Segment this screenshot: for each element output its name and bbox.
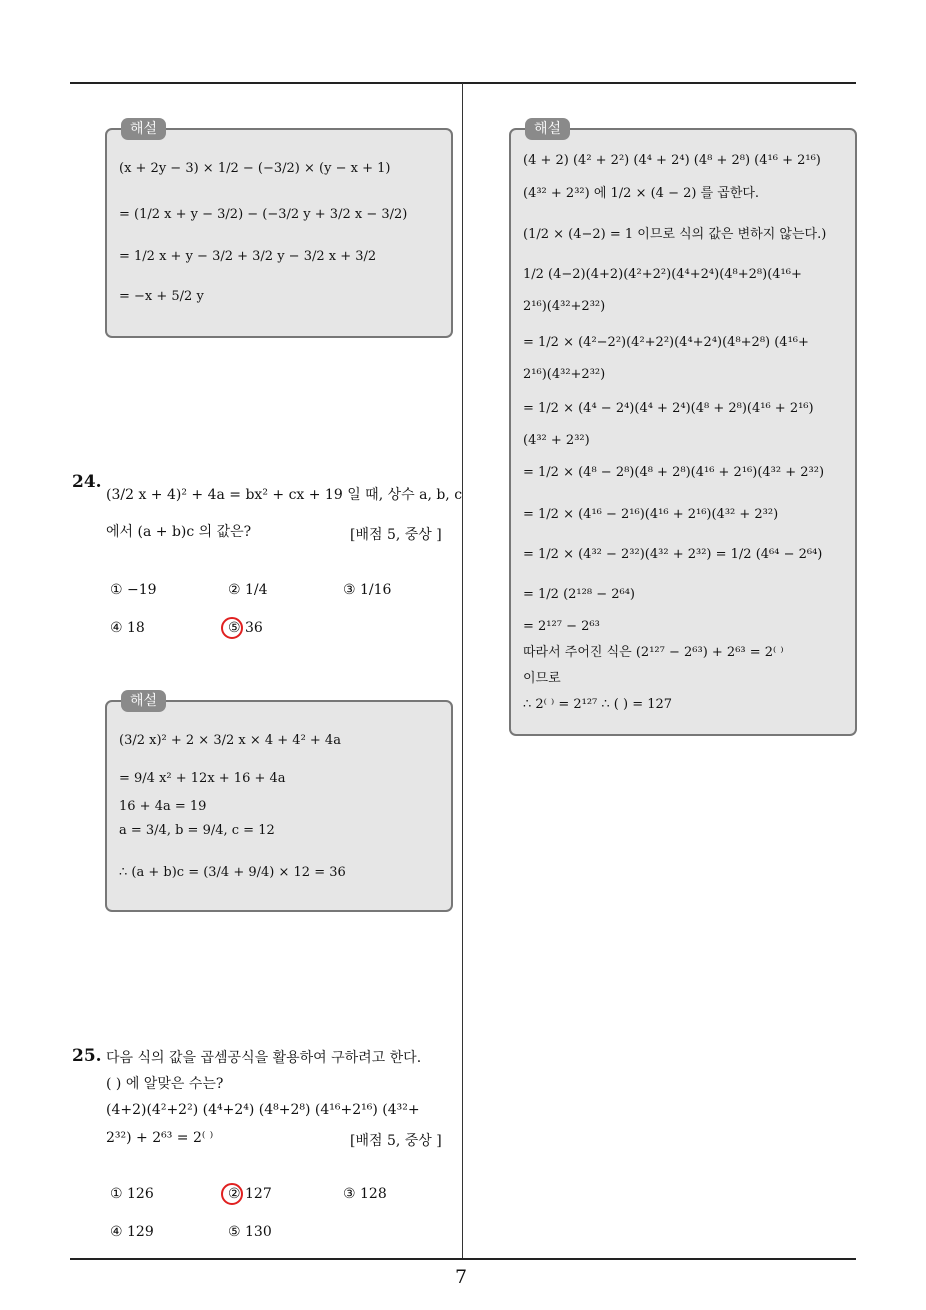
option-1[interactable]: ① 126	[110, 1186, 154, 1202]
answer-circle-mark	[221, 617, 243, 639]
top-rule	[70, 82, 856, 84]
solution-line: ∴ (a + b)c = (3/4 + 9/4) × 12 = 36	[119, 865, 346, 880]
solution-line: (4³² + 2³²) 에 1/2 × (4 − 2) 를 곱한다.	[523, 186, 760, 201]
option-5[interactable]: ⑤ 36	[228, 620, 263, 636]
solution-line: = 1/2 × (4²−2²)(4²+2²)(4⁴+2⁴)(4⁸+2⁸) (4¹⁶+	[523, 335, 809, 350]
solution-line: = (1/2 x + y − 3/2) − (−3/2 y + 3/2 x − 3/2)	[119, 207, 408, 222]
solution-line: = 1/2 × (4³² − 2³²)(4³² + 2³²) = 1/2 (4⁶⁴ − 2⁶⁴)	[523, 547, 823, 562]
solution-tag: 해설	[121, 118, 166, 140]
solution-box-23	[105, 121, 453, 338]
question-text: 에서 (a + b)c 의 값은?	[106, 524, 252, 540]
solution-line: = 1/2 (2¹²⁸ − 2⁶⁴)	[523, 587, 635, 602]
solution-line: = 1/2 × (4¹⁶ − 2¹⁶)(4¹⁶ + 2¹⁶)(4³² + 2³²)	[523, 507, 779, 522]
option-3[interactable]: ③ 1/16	[343, 582, 392, 598]
solution-tag: 해설	[121, 690, 166, 712]
solution-line: = −x + 5/2 y	[119, 289, 204, 304]
solution-line: 2¹⁶)(4³²+2³²)	[523, 299, 606, 314]
solution-line: (4 + 2) (4² + 2²) (4⁴ + 2⁴) (4⁸ + 2⁸) (4¹⁶ + 2¹⁶)	[523, 153, 821, 168]
solution-line: 따라서 주어진 식은 (2¹²⁷ − 2⁶³) + 2⁶³ = 2⁽ ⁾	[523, 645, 784, 660]
question-text: 다음 식의 값을 곱셈공식을 활용하여 구하려고 한다.	[106, 1050, 422, 1066]
solution-line: a = 3/4, b = 9/4, c = 12	[119, 823, 275, 838]
solution-tag: 해설	[525, 118, 570, 140]
option-2[interactable]: ② 1/4	[228, 582, 268, 598]
answer-circle-mark	[221, 1183, 243, 1205]
option-5[interactable]: ⑤ 130	[228, 1224, 272, 1240]
page-number: 7	[455, 1266, 468, 1288]
points-label: [배점 5, 중상 ]	[350, 1133, 442, 1149]
question-text: (3/2 x + 4)² + 4a = bx² + cx + 19 일 때, 상수 a, b, c	[106, 487, 463, 503]
solution-line: 1/2 (4−2)(4+2)(4²+2²)(4⁴+2⁴)(4⁸+2⁸)(4¹⁶+	[523, 267, 802, 282]
solution-line: = 1/2 x + y − 3/2 + 3/2 y − 3/2 x + 3/2	[119, 249, 377, 264]
solution-line: (x + 2y − 3) × 1/2 − (−3/2) × (y − x + 1)	[119, 161, 391, 176]
question-text: 2³²) + 2⁶³ = 2⁽ ⁾	[106, 1130, 214, 1146]
option-4[interactable]: ④ 18	[110, 620, 145, 636]
option-4[interactable]: ④ 129	[110, 1224, 154, 1240]
solution-line: ∴ 2⁽ ⁾ = 2¹²⁷ ∴ ( ) = 127	[523, 697, 673, 712]
solution-line: 16 + 4a = 19	[119, 799, 207, 814]
bottom-rule	[70, 1258, 856, 1260]
points-label: [배점 5, 중상 ]	[350, 527, 442, 543]
solution-box-25	[509, 121, 857, 736]
question-text: ( ) 에 알맞은 수는?	[106, 1076, 224, 1092]
solution-line: 이므로	[523, 671, 561, 686]
solution-line: 2¹⁶)(4³²+2³²)	[523, 367, 606, 382]
option-3[interactable]: ③ 128	[343, 1186, 387, 1202]
question-number: 24.	[72, 472, 102, 492]
solution-line: = 2¹²⁷ − 2⁶³	[523, 619, 600, 634]
solution-line: = 1/2 × (4⁸ − 2⁸)(4⁸ + 2⁸)(4¹⁶ + 2¹⁶)(4³² + 2³²)	[523, 465, 825, 480]
solution-line: (3/2 x)² + 2 × 3/2 x × 4 + 4² + 4a	[119, 733, 341, 748]
solution-line: = 1/2 × (4⁴ − 2⁴)(4⁴ + 2⁴)(4⁸ + 2⁸)(4¹⁶ + 2¹⁶)	[523, 401, 814, 416]
question-number: 25.	[72, 1046, 102, 1066]
option-1[interactable]: ① −19	[110, 582, 157, 598]
solution-line: = 9/4 x² + 12x + 16 + 4a	[119, 771, 286, 786]
solution-box-24	[105, 693, 453, 912]
question-text: (4+2)(4²+2²) (4⁴+2⁴) (4⁸+2⁸) (4¹⁶+2¹⁶) (4³²+	[106, 1102, 420, 1118]
solution-line: (4³² + 2³²)	[523, 433, 590, 448]
column-divider	[462, 83, 463, 1259]
option-2[interactable]: ② 127	[228, 1186, 272, 1202]
solution-line: (1/2 × (4−2) = 1 이므로 식의 값은 변하지 않는다.)	[523, 227, 827, 242]
